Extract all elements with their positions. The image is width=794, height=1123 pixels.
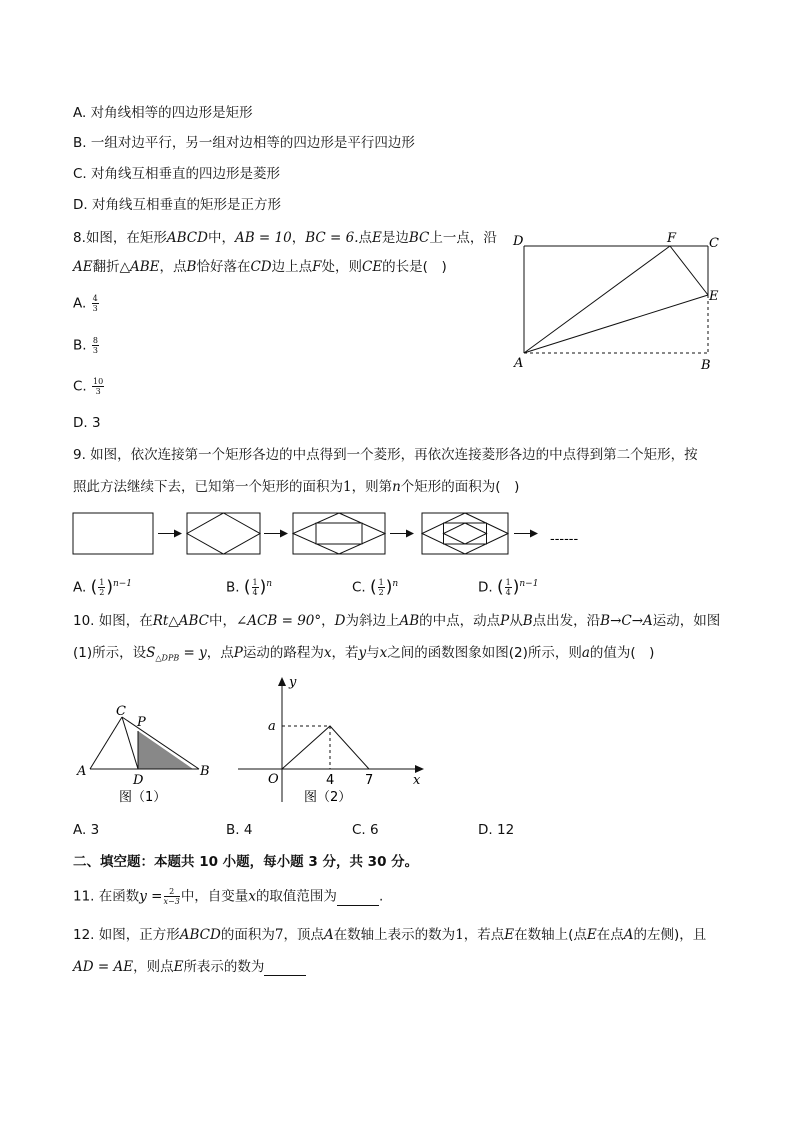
answer-blank: [264, 963, 306, 976]
q8-text: 翻折: [92, 259, 120, 275]
fraction: [252, 578, 259, 597]
q8-text: 上一点，沿: [429, 230, 497, 246]
q12-text: 在数轴上(点: [514, 927, 587, 943]
q10-option-c: C. 6: [352, 822, 379, 838]
denominator: 4: [252, 588, 258, 597]
rectangle-3: [293, 513, 385, 554]
fraction: [378, 578, 385, 597]
rectangle-2: [187, 513, 260, 554]
q8-bc-value: BC = 6.: [305, 230, 359, 246]
exponent: n−1: [112, 579, 133, 589]
label-d: D: [133, 773, 144, 788]
label-e: E: [709, 289, 719, 304]
segment-ae: [524, 295, 708, 353]
q9-stem-line2: [73, 478, 519, 496]
q8-text: 处，则: [321, 259, 362, 275]
q10-text: 的中点，动点: [419, 613, 501, 629]
q10-text: 运动的路程为: [242, 645, 324, 661]
answer-blank: [337, 893, 379, 906]
rectangle-4: [422, 513, 508, 554]
q10-text: 点出发，沿: [532, 613, 601, 629]
q10-var: AB: [399, 613, 420, 629]
q11-var: y =: [139, 888, 163, 905]
label-f: F: [667, 231, 677, 246]
q9-var: n: [392, 479, 401, 495]
exponent: n: [266, 579, 273, 589]
segment-cd: [122, 717, 138, 769]
q9-text: 个矩形的面积为( ): [400, 479, 520, 495]
q12-stem-line1: [73, 926, 706, 944]
q9-stem-line1: 9. 如图，依次连接第一个矩形各边的中点得到一个菱形，再依次连接菱形各边的中点得到第二个矩形，按: [73, 447, 698, 463]
rhombus-2: [187, 513, 260, 554]
q10-var: P: [233, 645, 243, 661]
numerator: 4: [92, 294, 98, 303]
q10-text: 与: [366, 645, 380, 661]
q10-var: P: [500, 613, 510, 629]
x-axis-arrow: [415, 765, 424, 773]
q9-text: 照此方法继续下去，已知第一个矩形的面积为: [73, 479, 343, 495]
q8-text: 点: [358, 230, 372, 246]
option-label: B.: [73, 337, 87, 354]
q8-text: 的长是( ): [382, 259, 447, 275]
exponent: n−1: [519, 579, 539, 589]
q11-text: 11. 在函数: [73, 888, 140, 905]
arrow-2-head: [280, 530, 288, 538]
q10-var: Rt△ABC: [152, 613, 209, 629]
q8-text: ，点: [159, 259, 187, 275]
q10-var: B: [522, 613, 533, 629]
q7-option-b: B. 一组对边平行，另一组对边相等的四边形是平行四边形: [73, 135, 415, 151]
q9-var: 1: [343, 479, 352, 495]
q10-text: 运动，如图: [652, 613, 721, 629]
q9-option-b: B. ( $\frac{1}{4}$ )$^n$: [226, 577, 273, 598]
denominator: 3: [92, 304, 98, 313]
label-a: A: [77, 764, 87, 779]
option-label: D.: [478, 579, 493, 596]
q8-text: 恰好落在: [196, 259, 251, 275]
q8-option-b: [73, 336, 100, 355]
option-label: A.: [73, 295, 87, 312]
denominator: x−3: [163, 897, 180, 906]
q8-var: △ABE: [119, 259, 160, 275]
q12-var: 1: [455, 927, 464, 943]
q10-var: x: [379, 645, 388, 661]
q10-var: a: [581, 645, 590, 661]
q10-option-a: A. 3: [73, 822, 100, 838]
q10-text: ，点: [206, 645, 234, 661]
q12-text: 12. 如图，正方形: [73, 927, 180, 943]
exponent: n: [392, 579, 399, 589]
q10-text: ，: [321, 613, 335, 629]
q12-var: E: [504, 927, 515, 943]
shaded-triangle: [138, 731, 193, 769]
segment-af: [524, 246, 670, 353]
label-d: D: [513, 234, 524, 249]
figure-1-caption: 图（1）: [119, 790, 167, 805]
label-o: O: [268, 772, 279, 787]
q11-text: 中，自变量: [180, 888, 249, 905]
numerator: 8: [92, 336, 98, 345]
label-a: A: [514, 356, 524, 371]
q8-var: AE: [73, 259, 93, 275]
q12-var: E: [586, 927, 597, 943]
fraction: [92, 336, 99, 355]
q11-text: 的取值范围为: [255, 888, 337, 905]
q8-text: 如图，在矩形: [85, 230, 167, 246]
q11-var: x: [248, 888, 256, 905]
section-heading: 二、填空题：本题共 10 小题，每小题 3 分，共 30 分。: [73, 854, 419, 870]
q8-var: CE: [361, 259, 383, 275]
q12-text: 在数轴上表示的数为: [333, 927, 456, 943]
q10-text: 中，: [209, 613, 236, 629]
q10-figure-1: [72, 700, 222, 810]
q8-option-d: D. 3: [73, 415, 101, 431]
segment-ac: [90, 717, 122, 769]
function-graph: [282, 726, 369, 769]
q10-var: S: [146, 645, 156, 661]
q8-text: 边上点: [271, 259, 313, 275]
q10-figure-2: [232, 672, 432, 812]
q8-var: F: [312, 259, 322, 275]
q9-option-c: C. ( $\frac{1}{2}$ )$^n$: [352, 577, 399, 598]
numerator: 1: [505, 578, 511, 587]
q8-var: B: [186, 259, 197, 275]
arrow-4-head: [530, 530, 538, 538]
q11-stem: [73, 887, 383, 906]
label-b: B: [200, 764, 210, 779]
q10-subscript: △DPB: [155, 653, 180, 663]
rhombus-3: [293, 513, 385, 554]
label-p: P: [137, 715, 146, 730]
q10-text: 10. 如图，在: [73, 613, 153, 629]
q12-var: A: [323, 927, 334, 943]
q10-option-d: D. 12: [478, 822, 515, 838]
q8-figure: [505, 228, 730, 378]
q10-text: 从: [509, 613, 523, 629]
q7-option-c: C. 对角线互相垂直的四边形是菱形: [73, 166, 281, 182]
q12-var: AD = AE: [73, 959, 134, 975]
q12-var: 7: [274, 927, 284, 943]
fraction: [505, 578, 512, 597]
q10-option-b: B. 4: [226, 822, 253, 838]
figure-2-caption: 图（2）: [304, 790, 352, 805]
q8-option-a: [73, 294, 100, 313]
q9-figure: [70, 508, 590, 560]
option-label: A.: [73, 579, 87, 596]
denominator: 3: [92, 346, 98, 355]
arrow-1-head: [174, 530, 182, 538]
tick-label-4: 4: [326, 773, 335, 788]
numerator: 1: [252, 578, 258, 587]
q10-text: (1)所示，设: [73, 645, 147, 661]
denominator: 2: [378, 588, 384, 597]
label-c: C: [709, 236, 719, 251]
rhombus-4: [422, 513, 508, 554]
q10-stem-line1: [73, 612, 720, 630]
q8-ab-value: AB = 10: [234, 230, 292, 246]
numerator: 2: [164, 887, 180, 897]
label-a: a: [268, 719, 276, 734]
y-axis-arrow: [278, 677, 286, 686]
q10-var: x: [323, 645, 332, 661]
inner-rectangle-4: [444, 523, 487, 544]
q8-var: BC: [408, 230, 430, 246]
fraction: [92, 294, 99, 313]
denominator: 3: [95, 387, 101, 396]
q7-option-a: A. 对角线相等的四边形是矩形: [73, 105, 253, 121]
option-label: C.: [352, 579, 366, 596]
q8-rect-name: ABCD: [166, 230, 208, 246]
label-b: B: [701, 358, 711, 373]
q10-text: 的值为( ): [589, 645, 655, 661]
q12-text: 所表示的数为: [183, 959, 265, 975]
numerator: 10: [93, 377, 104, 386]
option-label: C.: [73, 378, 87, 395]
q11-text: .: [378, 888, 384, 905]
q8-text: 中，: [207, 230, 235, 246]
continuation-dots: ------: [550, 532, 579, 547]
q12-var: E: [173, 959, 184, 975]
q9-option-d: D. ( $\frac{1}{4}$ )$^{n-1}$: [478, 577, 539, 598]
q8-var: E: [372, 230, 382, 246]
option-label: B.: [226, 579, 240, 596]
q12-var: ABCD: [179, 927, 221, 943]
denominator: 2: [99, 588, 105, 597]
q10-var: y: [358, 645, 367, 661]
q9-option-a: A. ( $\frac{1}{2}$ )$^{n-1}$: [73, 577, 133, 598]
q12-text: ，则点: [133, 959, 174, 975]
q12-var: A: [623, 927, 634, 943]
inner-rectangle-3: [316, 523, 362, 544]
q12-stem-line2: [73, 958, 306, 976]
q8-stem-line2: [73, 258, 447, 276]
fraction: [164, 887, 180, 906]
q8-var: CD: [250, 259, 272, 275]
q7-option-d: D. 对角线互相垂直的矩形是正方形: [73, 197, 281, 213]
q12-text: 的面积为: [220, 927, 275, 943]
tick-label-7: 7: [365, 773, 374, 788]
fraction: [98, 578, 105, 597]
q8-option-c: [73, 377, 105, 396]
q12-text: 的左侧)，且: [633, 927, 707, 943]
numerator: 1: [378, 578, 384, 587]
q10-var: ∠ACB = 90°: [236, 613, 322, 629]
q12-text: 在点: [596, 927, 624, 943]
label-x: x: [413, 773, 421, 788]
q10-stem-line2: [73, 644, 654, 668]
denominator: 4: [505, 588, 511, 597]
fraction: [92, 377, 104, 396]
inner-rhombus-4: [444, 523, 487, 544]
label-c: C: [116, 704, 126, 719]
q9-text: ，则第: [351, 479, 393, 495]
segment-fe: [670, 246, 708, 295]
q8-text: 是边: [381, 230, 409, 246]
label-y: y: [289, 675, 297, 690]
q10-var: = y: [179, 645, 207, 661]
rectangle-1: [73, 513, 153, 554]
q10-var: D: [334, 613, 346, 629]
q10-text: ，若: [331, 645, 359, 661]
q12-text: ，若点: [463, 927, 505, 943]
q8-stem-line1: 8.如图，在矩形ABCD中，AB = 10，BC = 6.点E是边BC上一点，沿: [73, 230, 497, 246]
q8-number: 8.: [73, 230, 86, 246]
q12-text: ，顶点: [283, 927, 324, 943]
q10-var: B→C→A: [600, 613, 653, 629]
q10-text: 之间的函数图象如图(2)所示，则: [387, 645, 582, 661]
q10-text: 为斜边上: [345, 613, 400, 629]
numerator: 1: [99, 578, 105, 587]
arrow-3-head: [406, 530, 414, 538]
